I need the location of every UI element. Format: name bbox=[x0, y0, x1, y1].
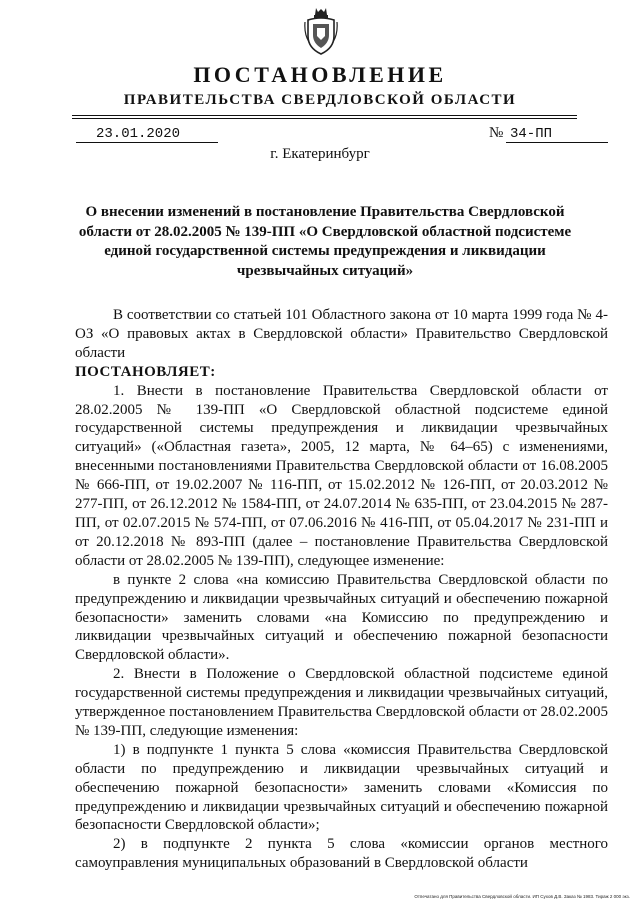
document-date: 23.01.2020 bbox=[96, 126, 181, 142]
date-underline bbox=[76, 142, 218, 143]
paragraph-1: 1. Внести в постановление Правительства Свердловской области от 28.02.2005 № 139-ПП «О Свердловской областной подсистеме единой государственной системы предупреждения и ликвидации чрезвычайных ситуаций» («Областная газета», 2005, 12 марта, № 64–65) с изменениями, внесенными постановлениями Правительства Свердловской области от 16.08.2005 № 666-ПП, от 19.02.2007 № 116-ПП, от 15.02.2012 № 126-ПП, от 20.03.2012 № 277-ПП, от 26.12.2012 № 1584-ПП, от 24.07.2014 № 635-ПП, от 23.04.2015 № 287-ПП, от 02.07.2015 № 574-ПП, от 07.06.2016 № 416-ПП, от 05.04.2017 № 231-ПП и от 20.12.2018 № 893-ПП (далее – постановление Правительства Свердловской области от 28.02.2005 № 139-ПП), следующее изменение: bbox=[75, 382, 608, 569]
header-divider bbox=[72, 115, 577, 119]
document-type: ПОСТАНОВЛЕНИЕ bbox=[193, 62, 447, 87]
document-number: 34-ПП bbox=[510, 126, 553, 142]
preamble: В соответствии со статьей 101 Областного закона от 10 марта 1999 года № 4-ОЗ «О правовых актах в Свердловской области» Правительство Свердловской области bbox=[75, 307, 608, 361]
issuing-authority: ПРАВИТЕЛЬСТВА СВЕРДЛОВСКОЙ ОБЛАСТИ bbox=[123, 92, 517, 108]
paragraph-2: 2. Внести в Положение о Свердловской областной подсистеме единой государственной системы предупреждения и ликвидации чрезвычайных ситуаций, утвержденное постановлением Правительства Свердловской области от 28.02.2005 № 139-ПП, следующие изменения: bbox=[75, 666, 608, 739]
paragraph-2-item-1: 1) в подпункте 1 пункта 5 слова «комиссия Правительства Свердловской области по предупреждению и ликвидации чрезвычайных ситуаций и обеспечению пожарной безопасности» заменить словами «Комиссия по предупреждению и ликвидации чрезвычайных ситуаций и обеспечению пожарной безопасности Свердловской области»; bbox=[75, 741, 608, 834]
number-sign: № bbox=[489, 125, 504, 141]
print-footer: Отпечатано для Правительства Свердловской области. ИП Сухов Д.В. Заказ № 1983. Тираж 2 000 экз. bbox=[414, 894, 630, 899]
city: г. Екатеринбург bbox=[270, 146, 370, 162]
resolves-heading: ПОСТАНОВЛЯЕТ: bbox=[75, 363, 216, 380]
document-body bbox=[75, 306, 608, 873]
number-underline bbox=[506, 142, 608, 143]
paragraph-1-amendment: в пункте 2 слова «на комиссию Правительства Свердловской области по предупреждению и ликвидации чрезвычайных ситуаций и обеспечению пожарной безопасности» заменить словами «на Комиссию по предупреждению и ликвидации чрезвычайных ситуаций и обеспечению пожарной безопасности Свердловской области». bbox=[75, 571, 608, 664]
document-title: О внесении изменений в постановление Правительства Свердловской области от 28.02.2005 № 139-ПП «О Свердловской областной подсистеме единой государственной системы предупреждения и ликвидации чрезвычайных ситуаций» bbox=[78, 204, 572, 279]
coat-of-arms-icon bbox=[304, 6, 338, 56]
paragraph-2-item-2: 2) в подпункте 2 пункта 5 слова «комиссии органов местного самоуправления муниципальных образований в Свердловской области bbox=[75, 836, 608, 872]
